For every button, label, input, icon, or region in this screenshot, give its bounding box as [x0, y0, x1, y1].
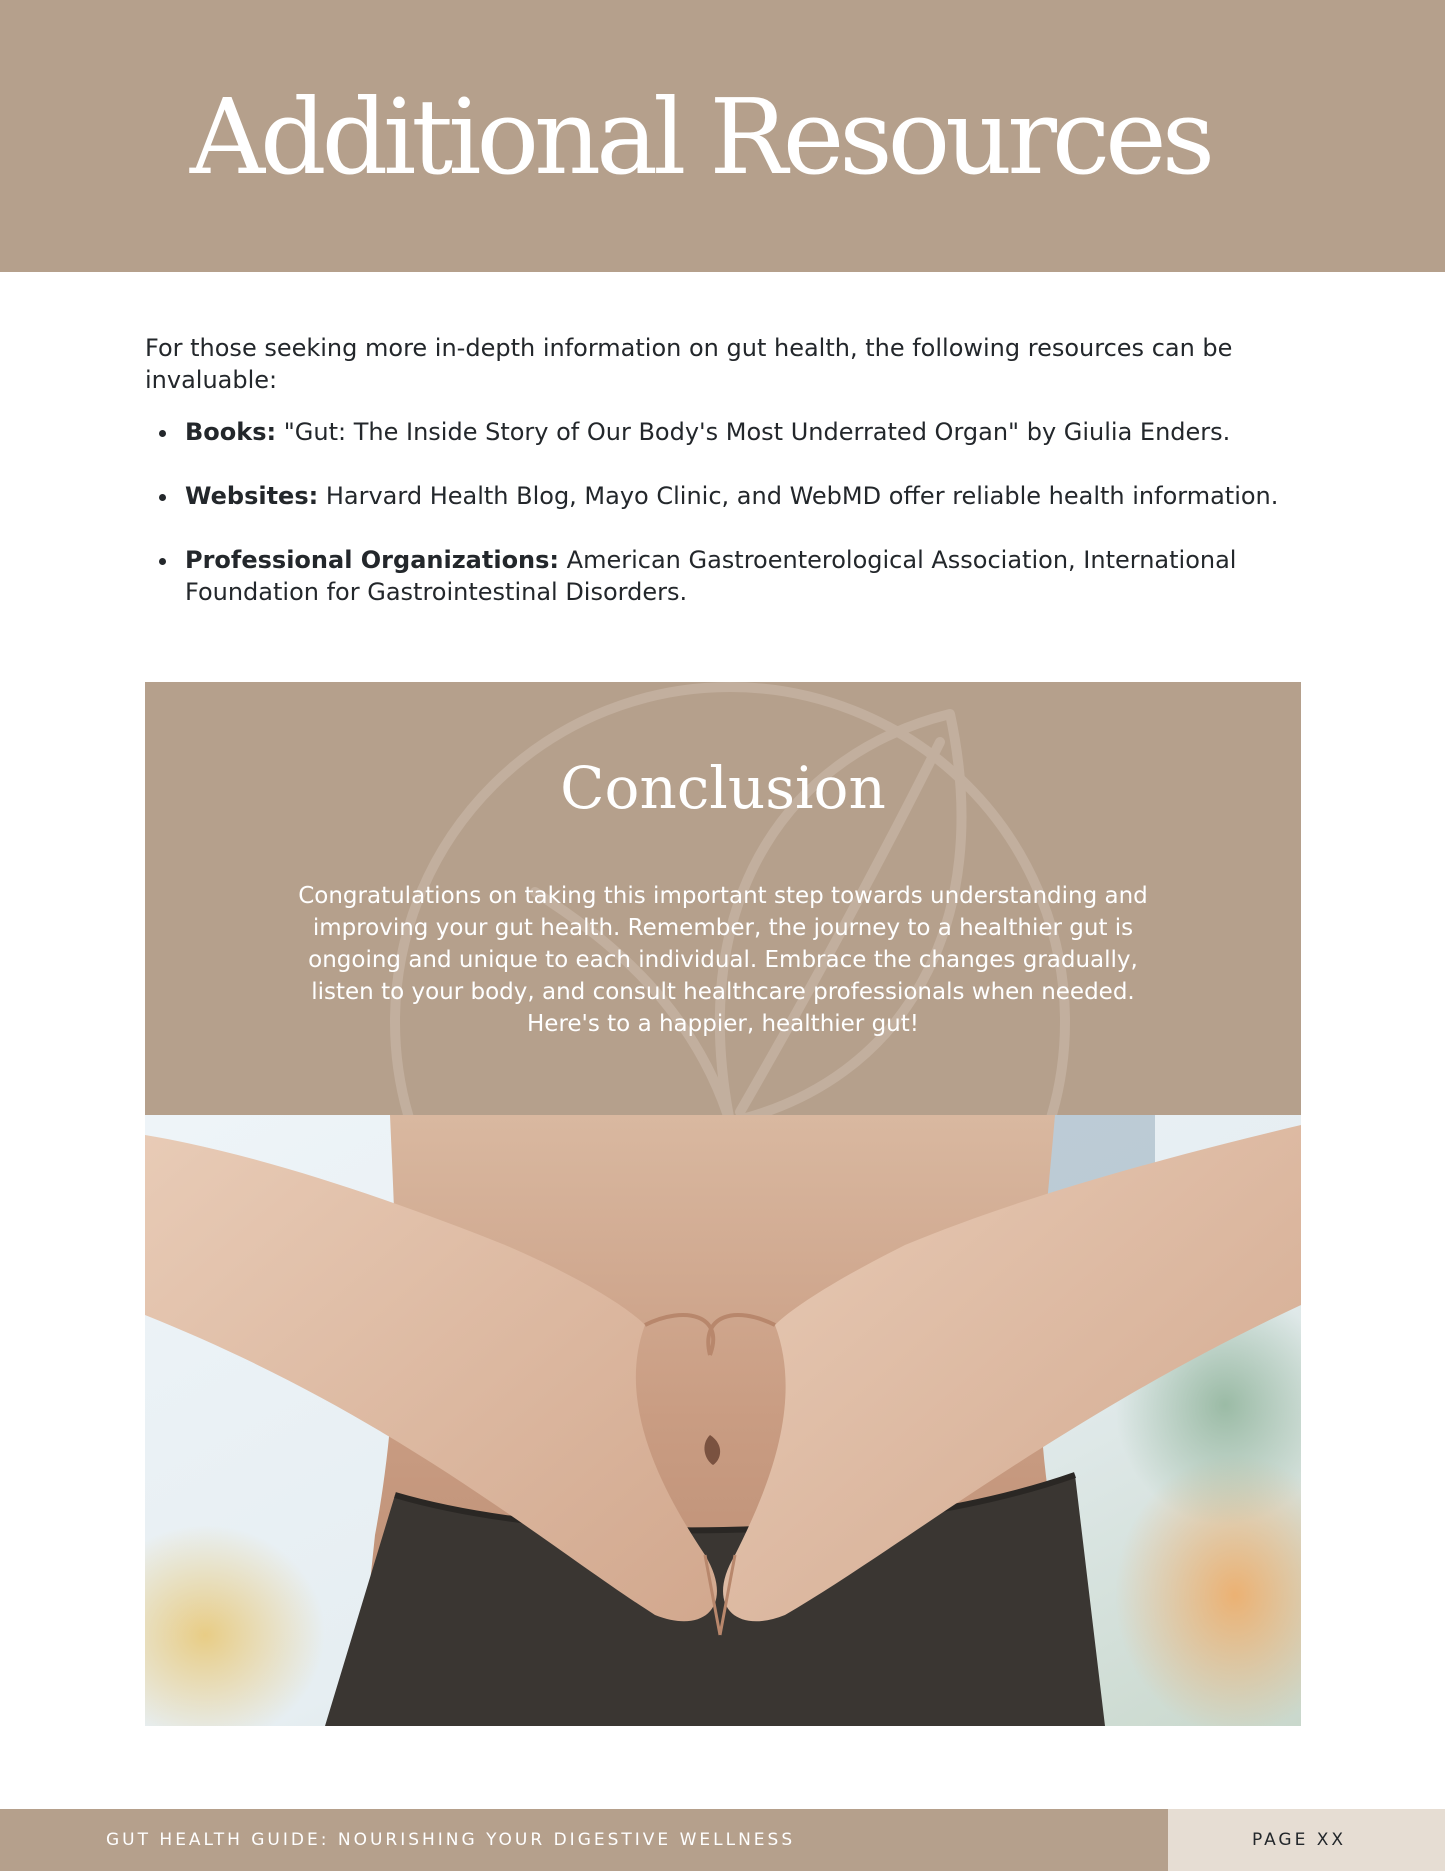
resource-text: American Gastroenterological Association, International Foundation for Gastrointestinal Disorders.	[185, 546, 1237, 606]
resources-list	[145, 416, 1305, 640]
resource-label: Websites:	[185, 482, 319, 510]
intro-paragraph: For those seeking more in-depth information on gut health, the following resources can be invaluable:	[145, 334, 1233, 394]
page-number: PAGE XX	[1251, 1830, 1347, 1850]
conclusion-panel	[145, 682, 1301, 1115]
page-footer	[0, 1809, 1445, 1871]
footer-title: GUT HEALTH GUIDE: NOURISHING YOUR DIGESTIVE WELLNESS	[106, 1830, 796, 1850]
resource-item-organizations	[145, 544, 1305, 608]
conclusion-text: Congratulations on taking this important step towards understanding and improving your gut health. Remember, the journey to a healthier gut is ongoing and unique to each individual. Embrace the changes gradually, listen to your body, and consult healthcare professionals when needed. Here's to a happier, healthier gut!	[298, 883, 1148, 1037]
page-title: Additional Resources	[189, 76, 1211, 198]
footer-title-bar	[0, 1809, 1168, 1871]
conclusion-title: Conclusion	[560, 754, 886, 822]
hands-heart-on-belly-photo	[145, 1115, 1301, 1726]
resource-label: Books:	[185, 418, 277, 446]
resource-item-books	[145, 416, 1305, 448]
footer-page-box	[1168, 1809, 1445, 1871]
page-header	[0, 0, 1445, 272]
resource-item-websites	[145, 480, 1305, 512]
resource-text: "Gut: The Inside Story of Our Body's Most Underrated Organ" by Giulia Enders.	[276, 418, 1231, 446]
resource-label: Professional Organizations:	[185, 546, 560, 574]
resource-text: Harvard Health Blog, Mayo Clinic, and WebMD offer reliable health information.	[318, 482, 1279, 510]
